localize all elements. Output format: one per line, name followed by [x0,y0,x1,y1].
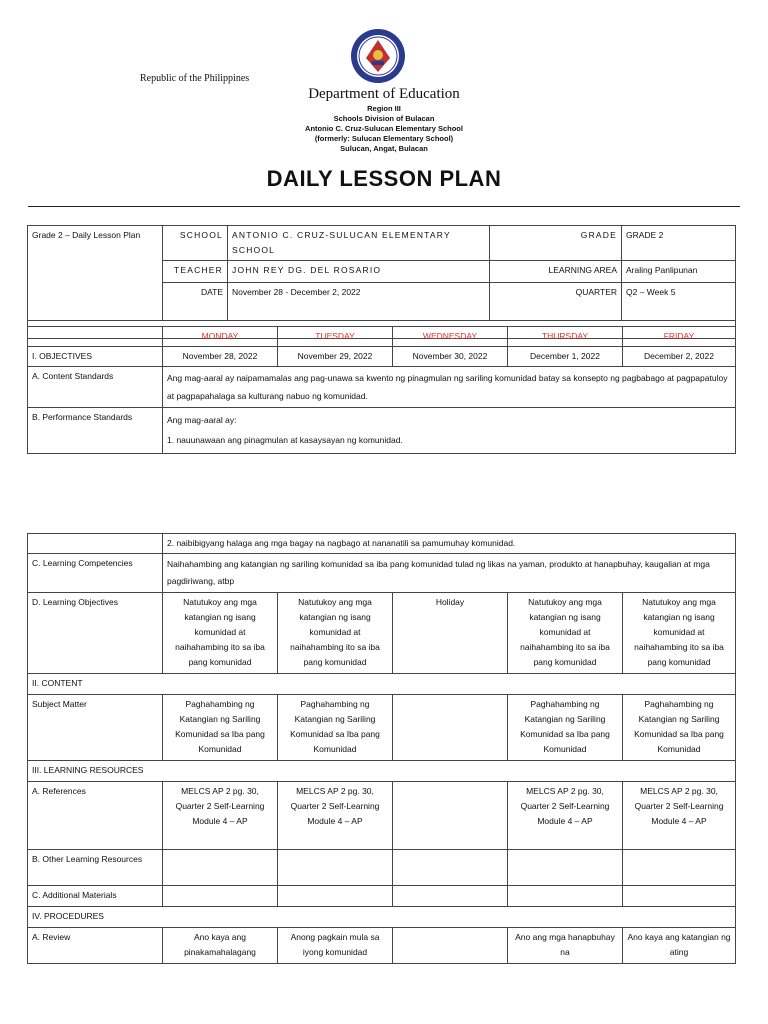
other-resources-friday [623,850,736,886]
deped-seal-logo [350,28,406,84]
subject-matter-monday: Paghahambing ng Katangian ng Sariling Komunidad sa Iba pang Komunidad [163,695,278,761]
day-header-blank [28,327,163,347]
other-resources-label: B. Other Learning Resources [28,850,163,886]
subject-matter-thursday: Paghahambing ng Katangian ng Sariling Komunidad sa Iba pang Komunidad [508,695,623,761]
republic-label: Republic of the Philippines [140,73,250,84]
performance-standards-cell [163,408,736,454]
date-value: November 28 - December 2, 2022 [228,283,490,321]
school-field-label: SCHOOL [163,226,228,261]
other-resources-thursday [508,850,623,886]
objective-monday: Natutukoy ang mga katangian ng isang komunidad at naihahambing ito sa iba pang komunidad [163,593,278,674]
teacher-value: JOHN REY DG. DEL ROSARIO [228,261,490,283]
date-wednesday: November 30, 2022 [393,347,508,367]
date-friday: December 2, 2022 [623,347,736,367]
review-wednesday [393,928,508,964]
grade-value: GRADE 2 [622,226,736,261]
competencies-text: Naihahambing ang katangian ng sariling komunidad sa iba pang komunidad tulad ng likas na yaman, produkto at hanapbuhay, kaugalian at mga pagdiriwang, atbp [163,554,736,593]
objective-tuesday: Natutukoy ang mga katangian ng isang komunidad at naihahambing ito sa iba pang komunidad [278,593,393,674]
day-tuesday: TUESDAY [278,327,393,347]
content-standards-label: A. Content Standards [28,367,163,408]
area-field-label: LEARNING AREA [490,261,622,283]
day-wednesday: WEDNESDAY [393,327,508,347]
subject-matter-wednesday [393,695,508,761]
learning-objectives-label: D. Learning Objectives [28,593,163,674]
review-thursday: Ano ang mga hanapbuhay na [508,928,623,964]
additional-materials-friday [623,886,736,907]
additional-materials-tuesday [278,886,393,907]
learning-resources-heading: III. LEARNING RESOURCES [28,761,736,782]
subject-matter-friday: Paghahambing ng Katangian ng Sariling Komunidad sa Iba pang Komunidad [623,695,736,761]
additional-materials-wednesday [393,886,508,907]
review-tuesday: Anong pagkain mula sa iyong komunidad [278,928,393,964]
performance-standards-label: B. Performance Standards [28,408,163,454]
lesson-table-2 [27,533,736,964]
additional-materials-thursday [508,886,623,907]
review-friday: Ano kaya ang katangian ng ating [623,928,736,964]
divider [28,206,740,207]
review-monday: Ano kaya ang pinakamahalagang [163,928,278,964]
references-monday: MELCS AP 2 pg. 30, Quarter 2 Self-Learning Module 4 – AP [163,782,278,850]
school-value: ANTONIO C. CRUZ-SULUCAN ELEMENTARY SCHOOL [228,226,490,261]
other-resources-monday [163,850,278,886]
subject-matter-label: Subject Matter [28,695,163,761]
info-table [27,225,736,339]
references-thursday: MELCS AP 2 pg. 30, Quarter 2 Self-Learning Module 4 – AP [508,782,623,850]
other-resources-wednesday [393,850,508,886]
performance-item-2: 2. naibibigyang halaga ang mga bagay na nagbago at nananatili sa pamumuhay komunidad. [163,534,736,554]
objective-friday: Natutukoy ang mga katangian ng isang komunidad at naihahambing ito sa iba pang komunidad [623,593,736,674]
area-value: Araling Panlipunan [622,261,736,283]
content-heading: II. CONTENT [28,674,736,695]
performance-item-1: 1. nauunawaan ang pinagmulan at kasaysayan ng komunidad. [167,435,403,445]
department-title: Department of Education [308,86,460,102]
teacher-field-label: TEACHER [163,261,228,283]
page-title: DAILY LESSON PLAN [266,166,502,191]
additional-materials-monday [163,886,278,907]
review-label: A. Review [28,928,163,964]
references-label: A. References [28,782,163,850]
holiday-wednesday: Holiday [393,593,508,674]
competencies-label: C. Learning Competencies [28,554,163,593]
formerly-label: (formerly: Sulucan Elementary School) [314,134,454,143]
date-tuesday: November 29, 2022 [278,347,393,367]
other-resources-tuesday [278,850,393,886]
address-label: Sulucan, Angat, Bulacan [340,144,428,153]
day-friday: FRIDAY [623,327,736,347]
day-monday: MONDAY [163,327,278,347]
continuation-blank [28,534,163,554]
additional-materials-label: C. Additional Materials [28,886,163,907]
date-field-label: DATE [163,283,228,321]
references-wednesday [393,782,508,850]
performance-intro: Ang mag-aaral ay: [167,415,237,425]
references-friday: MELCS AP 2 pg. 30, Quarter 2 Self-Learning Module 4 – AP [623,782,736,850]
procedures-heading: IV. PROCEDURES [28,907,736,928]
region-label: Region III [367,104,401,113]
grade-field-label: GRADE [490,226,622,261]
plan-label: Grade 2 – Daily Lesson Plan [28,226,163,321]
content-standards-text: Ang mag-aaral ay naipamamalas ang pag-unawa sa kwento ng pinagmulan ng sariling komunidad batay sa konsepto ng pagbabago at pagpapatuloy at pagpapahalaga sa kulturang nabuo ng komunidad. [163,367,736,408]
objective-thursday: Natutukoy ang mga katangian ng isang komunidad at naihahambing ito sa iba pang komunidad [508,593,623,674]
references-tuesday: MELCS AP 2 pg. 30, Quarter 2 Self-Learning Module 4 – AP [278,782,393,850]
subject-matter-tuesday: Paghahambing ng Katangian ng Sariling Komunidad sa Iba pang Komunidad [278,695,393,761]
day-thursday: THURSDAY [508,327,623,347]
quarter-value: Q2 – Week 5 [622,283,736,321]
quarter-field-label: QUARTER [490,283,622,321]
objectives-heading: I. OBJECTIVES [28,347,163,367]
date-thursday: December 1, 2022 [508,347,623,367]
division-label: Schools Division of Bulacan [333,114,435,123]
lesson-table-1 [27,326,736,454]
school-label: Antonio C. Cruz-Sulucan Elementary School [305,124,463,133]
date-monday: November 28, 2022 [163,347,278,367]
